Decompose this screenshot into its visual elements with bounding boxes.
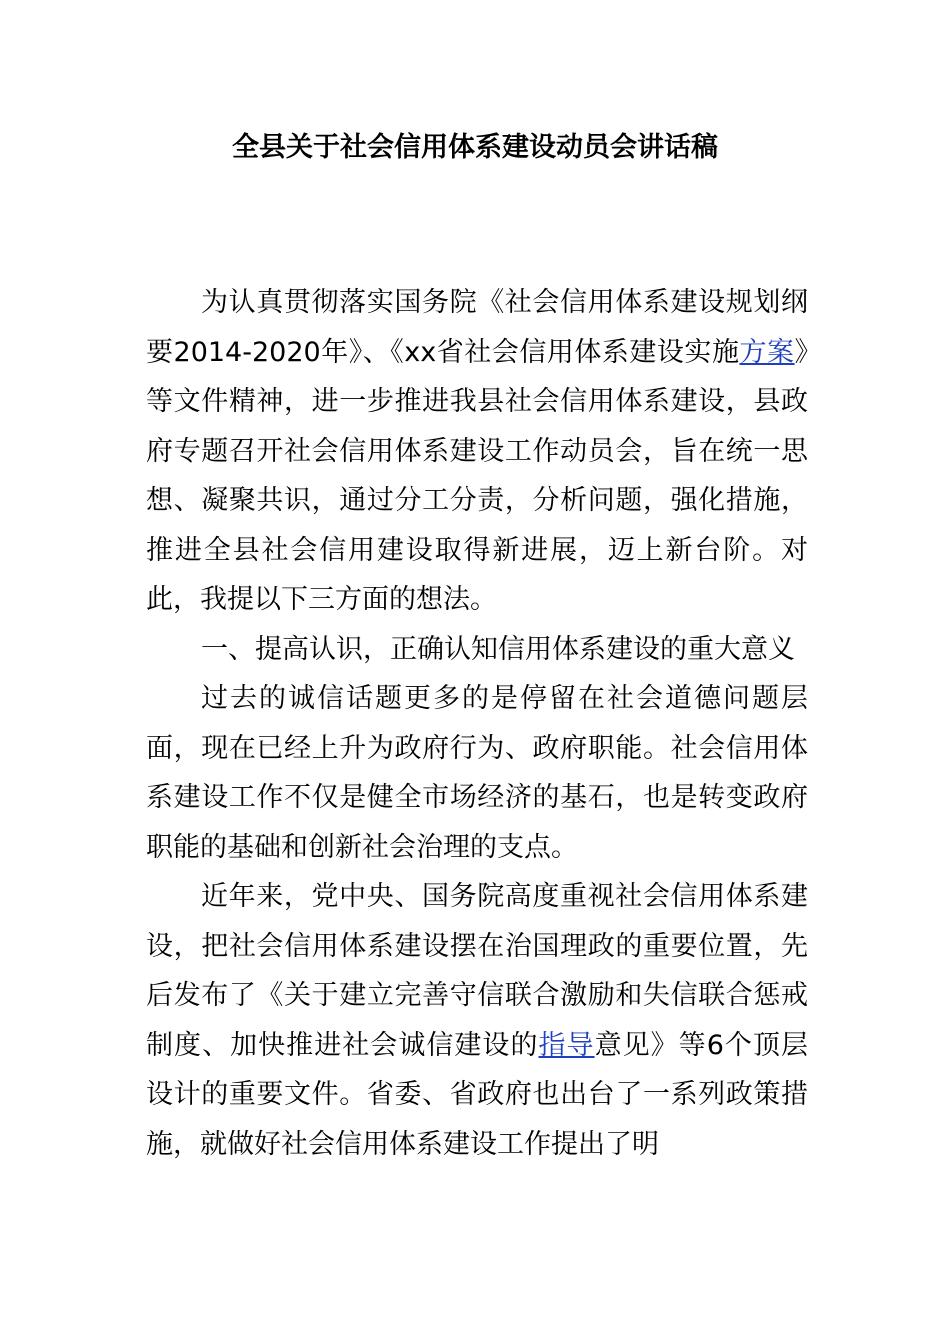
document-body: [146, 278, 808, 1169]
paragraph-intro-text-before: 为认真贯彻落实国务院《社会信用体系建设规划纲要2014-2020年》、《xx省社会信用体系建设实施: [146, 287, 808, 368]
paragraph-recent-years: [146, 872, 808, 1169]
paragraph-intro: [146, 278, 808, 625]
paragraph-recent-text-after: 意见》等6个顶层设计的重要文件。省委、省政府也出台了一系列政策措施，就做好社会信用体系建设工作提出了明: [146, 1029, 809, 1160]
guidance-link[interactable]: 指导: [538, 1029, 595, 1061]
paragraph-background: 过去的诚信话题更多的是停留在社会道德问题层面，现在已经上升为政府行为、政府职能。社会信用体系建设工作不仅是健全市场经济的基石，也是转变政府职能的基础和创新社会治理的支点。: [146, 683, 808, 863]
paragraph-intro-text-after: 》等文件精神，进一步推进我县社会信用体系建设，县政府专题召开社会信用体系建设工作动员会，旨在统一思想、凝聚共识，通过分工分责，分析问题，强化措施，推进全县社会信用建设取得新进展，迈上新台阶。对此，我提以下三方面的想法。: [146, 336, 809, 615]
paragraph-recent-text-before: 近年来，党中央、国务院高度重视社会信用体系建设，把社会信用体系建设摆在治国理政的重要位置，先后发布了《关于建立完善守信联合激励和失信联合惩戒制度、加快推进社会诚信建设的: [146, 881, 808, 1061]
section-heading-one: 一、提高认识，正确认知信用体系建设的重大意义: [201, 633, 795, 665]
plan-link[interactable]: 方案: [739, 336, 795, 368]
document-title: 全县关于社会信用体系建设动员会讲话稿: [232, 132, 718, 163]
